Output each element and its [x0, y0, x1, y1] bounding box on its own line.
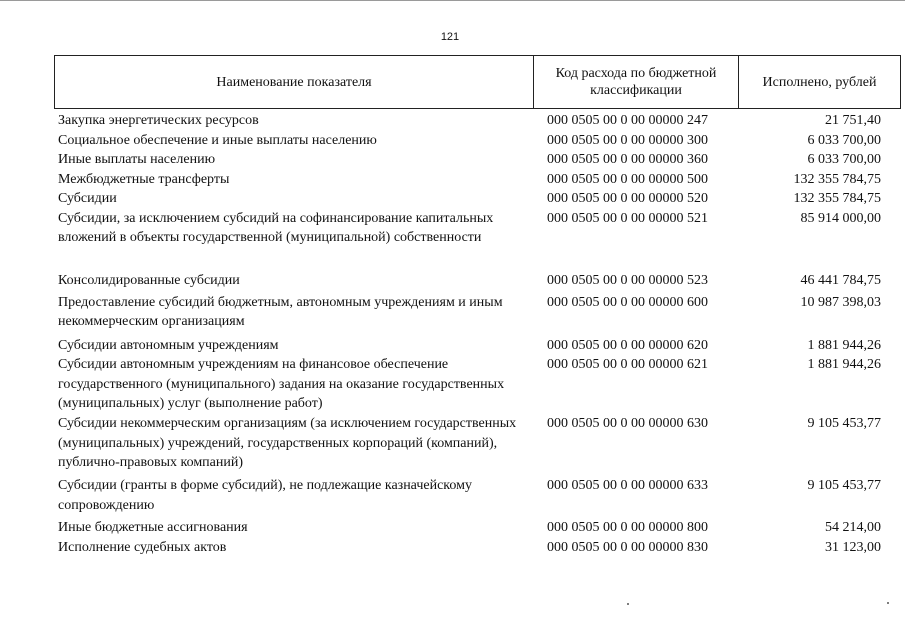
row-name: Субсидии (гранты в форме субсидий), не подлежащие казначейскому сопровождению [58, 478, 472, 513]
row-code: 000 0505 00 0 00 00000 523 [547, 272, 708, 288]
row-code: 000 0505 00 0 00 00000 360 [547, 152, 708, 167]
table-row [54, 518, 901, 538]
row-amount: 132 355 784,75 [793, 191, 881, 206]
row-code: 000 0505 00 0 00 00000 247 [547, 113, 708, 128]
page-number: 121 [440, 31, 460, 43]
row-amount: 132 355 784,75 [793, 171, 881, 187]
row-name: Консолидированные субсидии [58, 272, 240, 288]
row-name: Субсидии автономным учреждениям [58, 337, 279, 353]
row-name: Иные выплаты населению [58, 152, 216, 167]
row-amount: 46 441 784,75 [800, 272, 881, 288]
row-amount: 10 987 398,03 [800, 294, 881, 310]
row-code: 000 0505 00 0 00 00000 830 [547, 539, 708, 555]
table-row [54, 293, 901, 336]
row-code: 000 0505 00 0 00 00000 630 [547, 416, 708, 431]
row-name: Социальное обеспечение и иные выплаты населению [58, 132, 377, 148]
row-name: Исполнение судебных актов [58, 539, 227, 555]
table-row [54, 355, 901, 414]
row-code: 000 0505 00 0 00 00000 300 [547, 132, 708, 148]
row-name: Предоставление субсидий бюджетным, автономным учреждениям и иным некоммерческим организациям [58, 294, 503, 329]
table-row [54, 170, 901, 190]
row-amount: 1 881 944,26 [807, 357, 881, 372]
scan-speck [627, 603, 629, 605]
row-amount: 31 123,00 [825, 539, 881, 555]
row-amount: 1 881 944,26 [807, 337, 881, 353]
row-code: 000 0505 00 0 00 00000 500 [547, 171, 708, 187]
table-row [54, 209, 901, 271]
row-name: Субсидии некоммерческим организациям (за исключением государственных (муниципальных) учреждений, государственных корпораций (компаний), публично-правовых компаний) [58, 416, 517, 470]
row-code: 000 0505 00 0 00 00000 621 [547, 357, 708, 372]
table-row [54, 538, 901, 558]
row-code: 000 0505 00 0 00 00000 521 [547, 210, 708, 226]
header-name: Наименование показателя [55, 56, 534, 108]
table-row [54, 111, 901, 131]
table-row [54, 271, 901, 293]
table-row [54, 150, 901, 170]
row-amount: 6 033 700,00 [807, 152, 881, 167]
table-row [54, 189, 901, 209]
table-body [54, 111, 901, 557]
row-amount: 9 105 453,77 [807, 478, 881, 493]
table-row [54, 131, 901, 151]
top-edge-rule [0, 0, 905, 1]
table-row [54, 414, 901, 476]
row-name: Межбюджетные трансферты [58, 171, 230, 187]
row-name: Субсидии [58, 191, 117, 206]
row-code: 000 0505 00 0 00 00000 520 [547, 191, 708, 206]
table-row [54, 476, 901, 518]
row-name: Иные бюджетные ассигнования [58, 520, 248, 535]
row-code: 000 0505 00 0 00 00000 620 [547, 337, 708, 353]
row-name: Закупка энергетических ресурсов [58, 113, 259, 128]
row-code: 000 0505 00 0 00 00000 600 [547, 294, 708, 310]
table-header [54, 55, 901, 109]
row-name: Субсидии, за исключением субсидий на софинансирование капитальных вложений в объекты государственной (муниципальной) собственности [58, 210, 494, 245]
row-amount: 6 033 700,00 [807, 132, 881, 148]
row-code: 000 0505 00 0 00 00000 800 [547, 520, 708, 535]
row-amount: 85 914 000,00 [800, 210, 881, 226]
row-name: Субсидии автономным учреждениям на финансовое обеспечение государственного (муниципального) задания на оказание государственных (муниципальных) услуг (выполнение работ) [58, 357, 505, 411]
header-amount: Исполнено, рублей [762, 74, 877, 90]
row-code: 000 0505 00 0 00 00000 633 [547, 478, 708, 493]
table-row [54, 336, 901, 356]
row-amount: 9 105 453,77 [807, 416, 881, 431]
row-amount: 54 214,00 [825, 520, 881, 535]
row-amount: 21 751,40 [825, 113, 881, 128]
header-code: Код расхода по бюджетной классификации [534, 56, 739, 108]
scan-speck [887, 602, 889, 604]
